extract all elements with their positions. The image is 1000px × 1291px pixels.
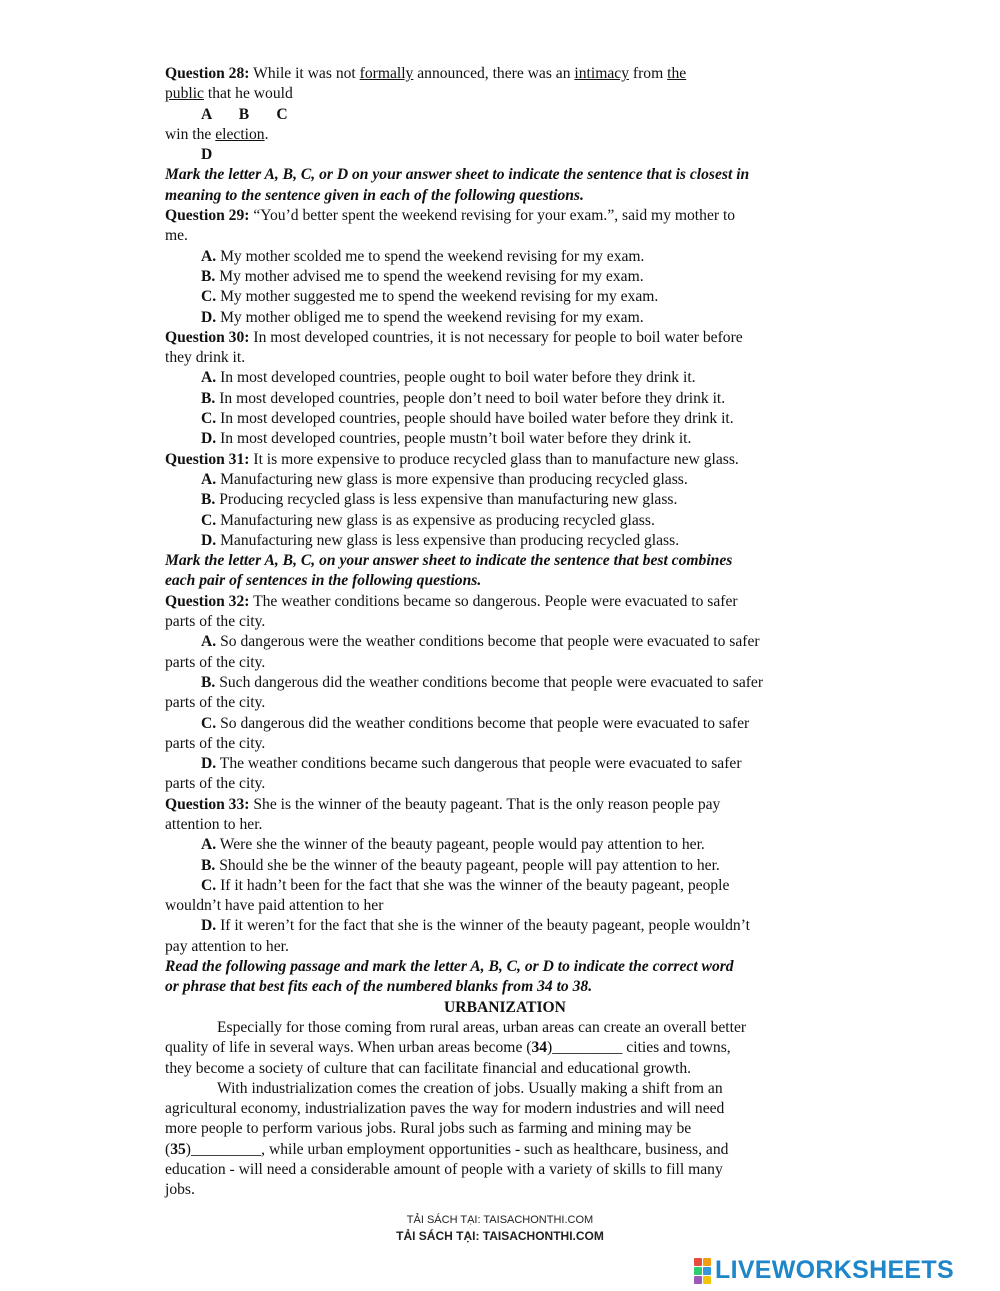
blank-34-number: 34: [531, 1039, 548, 1057]
instruction-1-line2: meaning to the sentence given in each of the following questions.: [165, 186, 584, 204]
question-number: Question 32:: [165, 592, 250, 610]
option-text: So dangerous were the weather conditions become that people were evacuated to safer: [216, 633, 760, 651]
option-letter: A.: [201, 247, 217, 265]
passage-p2-line5: education - will need a considerable amount of people with a variety of skills to fill many: [165, 1161, 723, 1179]
q32-option-d-cont: parts of the city.: [165, 775, 266, 793]
option-text: The weather conditions became such dangerous that people were evacuated to safer: [216, 755, 742, 773]
footer-source-line: TẢI SÁCH TẠI: TAISACHONTHI.COM: [406, 1214, 594, 1226]
question-number: Question 28:: [165, 65, 250, 82]
option-letter: D.: [201, 755, 217, 773]
option-letter: A.: [201, 470, 217, 488]
option-text: Such dangerous did the weather conditions become that people were evacuated to safer: [215, 673, 764, 691]
option-text: In most developed countries, people don’t need to boil water before they drink it.: [215, 389, 726, 407]
q31-option-b[interactable]: [165, 490, 845, 510]
instruction-3-line2: or phrase that best fits each of the numbered blanks from 34 to 38.: [165, 978, 593, 996]
option-text: Manufacturing new glass is more expensive than producing recycled glass.: [216, 470, 688, 488]
question-text: win the: [165, 125, 216, 143]
question-32: [165, 592, 845, 612]
question-text: that he would: [203, 85, 293, 103]
underlined-word-a: formally: [359, 65, 414, 82]
question-30-cont: they drink it.: [165, 349, 246, 367]
blank-35[interactable]: )_________, while urban employment opportunities - such as healthcare, business, and: [185, 1140, 729, 1158]
option-letter: B.: [201, 673, 216, 691]
liveworksheets-logo[interactable]: [694, 1256, 954, 1285]
question-text: While it was not: [249, 65, 360, 82]
option-letter: C.: [201, 714, 217, 732]
option-text: Should she be the winner of the beauty pageant, people will pay attention to her.: [215, 856, 720, 874]
logo-square: [703, 1267, 711, 1275]
logo-square: [694, 1267, 702, 1275]
passage-p2-line2: agricultural economy, industrialization paves the way for modern industries and will need: [165, 1100, 725, 1118]
option-letter: B.: [201, 267, 216, 285]
logo-square: [694, 1276, 702, 1284]
q30-option-b[interactable]: [165, 389, 845, 409]
passage-p1-line3: they become a society of culture that can facilitate financial and educational growth.: [165, 1059, 692, 1077]
q32-option-b[interactable]: [165, 673, 845, 693]
option-text: In most developed countries, people should have boiled water before they drink it.: [216, 410, 734, 428]
q31-option-a[interactable]: [165, 470, 845, 490]
question-29-cont: me.: [165, 227, 188, 245]
option-letter-d: D: [201, 146, 213, 164]
q33-option-c[interactable]: [165, 876, 845, 896]
option-letter: D.: [201, 917, 217, 935]
question-text: .: [264, 125, 269, 143]
q32-option-d[interactable]: [165, 754, 845, 774]
q29-option-d[interactable]: [165, 308, 845, 328]
q32-option-a-cont: parts of the city.: [165, 653, 266, 671]
option-letter: B.: [201, 389, 216, 407]
option-text: My mother advised me to spend the weekend revising for my exam.: [215, 267, 644, 285]
option-letters-abc: A B C: [201, 105, 288, 123]
blank-35-number: 35: [170, 1140, 186, 1158]
blank-34[interactable]: )_________ cities and towns,: [547, 1039, 731, 1057]
option-letter: D.: [201, 430, 217, 448]
question-32-cont: parts of the city.: [165, 613, 266, 631]
question-28-line2: [165, 84, 845, 104]
q29-option-b[interactable]: [165, 267, 845, 287]
question-text: “You’d better spent the weekend revising for your exam.”, said my mother to: [249, 207, 736, 225]
option-letter: A.: [201, 633, 217, 651]
option-letter: C.: [201, 876, 217, 894]
q32-option-c-cont: parts of the city.: [165, 734, 266, 752]
worksheet-page: [165, 64, 845, 1201]
option-text: Manufacturing new glass is less expensive than producing recycled glass.: [216, 531, 680, 549]
liveworksheets-logo-icon: [694, 1258, 711, 1284]
q30-option-a[interactable]: [165, 368, 845, 388]
option-text: In most developed countries, people mustn’t boil water before they drink it.: [216, 430, 692, 448]
question-29: [165, 206, 845, 226]
question-30: [165, 328, 845, 348]
option-text: My mother suggested me to spend the weekend revising for my exam.: [216, 288, 659, 306]
question-text: announced, there was an: [413, 65, 575, 82]
question-33: [165, 795, 845, 815]
question-28-line3: [165, 125, 845, 145]
logo-square: [703, 1276, 711, 1284]
question-text: The weather conditions became so dangerous. People were evacuated to safer: [249, 592, 738, 610]
option-letter: C.: [201, 410, 217, 428]
passage-p1-line2: [165, 1038, 845, 1058]
question-number: Question 31:: [165, 450, 250, 468]
q33-option-d-cont: pay attention to her.: [165, 937, 289, 955]
q32-option-a[interactable]: [165, 632, 845, 652]
question-text: In most developed countries, it is not necessary for people to boil water before: [249, 328, 743, 346]
q33-option-c-cont: wouldn’t have paid attention to her: [165, 897, 384, 915]
question-text: from: [629, 65, 668, 82]
q31-option-c[interactable]: [165, 511, 845, 531]
logo-square: [703, 1258, 711, 1266]
underlined-word-c: the: [667, 65, 687, 82]
option-letter: B.: [201, 856, 216, 874]
passage-p2-line1: With industrialization comes the creation of jobs. Usually making a shift from an: [217, 1079, 723, 1097]
option-text: My mother obliged me to spend the weekend revising for my exam.: [216, 308, 644, 326]
option-text: If it weren’t for the fact that she is the winner of the beauty pageant, people wouldn’t: [216, 917, 750, 935]
underlined-word-c-cont: public: [165, 85, 204, 103]
option-letter: D.: [201, 531, 217, 549]
underlined-word-b: intimacy: [574, 65, 629, 82]
instruction-1-line1: Mark the letter A, B, C, or D on your answer sheet to indicate the sentence that is closest in: [165, 166, 750, 184]
liveworksheets-logo-text: LIVEWORKSHEETS: [715, 1256, 954, 1284]
question-number: Question 33:: [165, 795, 250, 813]
passage-text: (: [165, 1140, 171, 1158]
option-letter: D.: [201, 308, 217, 326]
passage-title: URBANIZATION: [444, 998, 566, 1016]
option-text: Manufacturing new glass is as expensive as producing recycled glass.: [216, 511, 655, 529]
question-number: Question 29:: [165, 207, 250, 225]
question-31: [165, 450, 845, 470]
option-text: If it hadn’t been for the fact that she was the winner of the beauty pageant, people: [216, 876, 730, 894]
question-28-line1: [165, 64, 845, 84]
passage-p2-line3: more people to perform various jobs. Rural jobs such as farming and mining may be: [165, 1120, 692, 1138]
option-text: In most developed countries, people ought to boil water before they drink it.: [216, 369, 696, 387]
option-letter: A.: [201, 836, 217, 854]
question-text: It is more expensive to produce recycled glass than to manufacture new glass.: [249, 450, 739, 468]
footer-source-line-bold: TẢI SÁCH TẠI: TAISACHONTHI.COM: [396, 1229, 604, 1243]
question-33-cont: attention to her.: [165, 815, 263, 833]
passage-text: quality of life in several ways. When urban areas become (: [165, 1039, 532, 1057]
instruction-3-line1: Read the following passage and mark the letter A, B, C, or D to indicate the correct word: [165, 958, 734, 976]
passage-p2-line6: jobs.: [165, 1181, 195, 1199]
passage-p2-line4: [165, 1140, 845, 1160]
option-text: My mother scolded me to spend the weekend revising for my exam.: [216, 247, 645, 265]
question-number: Question 30:: [165, 328, 250, 346]
q33-option-a[interactable]: [165, 835, 845, 855]
q33-option-d[interactable]: [165, 916, 845, 936]
option-letter: A.: [201, 369, 217, 387]
option-text: Producing recycled glass is less expensive than manufacturing new glass.: [215, 491, 678, 509]
passage-p1-line1: Especially for those coming from rural areas, urban areas can create an overall better: [217, 1018, 747, 1036]
instruction-2-line2: each pair of sentences in the following questions.: [165, 572, 482, 590]
underlined-word-d: election: [215, 125, 265, 143]
logo-square: [694, 1258, 702, 1266]
q31-option-d[interactable]: [165, 531, 845, 551]
q29-option-c[interactable]: [165, 287, 845, 307]
q33-option-b[interactable]: [165, 856, 845, 876]
q30-option-c[interactable]: [165, 409, 845, 429]
option-letter: C.: [201, 288, 217, 306]
option-text: Were she the winner of the beauty pageant, people would pay attention to her.: [216, 836, 705, 854]
q32-option-b-cont: parts of the city.: [165, 694, 266, 712]
q30-option-d[interactable]: [165, 429, 845, 449]
option-letter: B.: [201, 491, 216, 509]
option-letter: C.: [201, 511, 217, 529]
option-text: So dangerous did the weather conditions become that people were evacuated to safer: [216, 714, 750, 732]
q32-option-c[interactable]: [165, 714, 845, 734]
instruction-2-line1: Mark the letter A, B, C, on your answer sheet to indicate the sentence that best combines: [165, 552, 733, 570]
question-text: She is the winner of the beauty pageant. That is the only reason people pay: [249, 795, 721, 813]
q29-option-a[interactable]: [165, 247, 845, 267]
